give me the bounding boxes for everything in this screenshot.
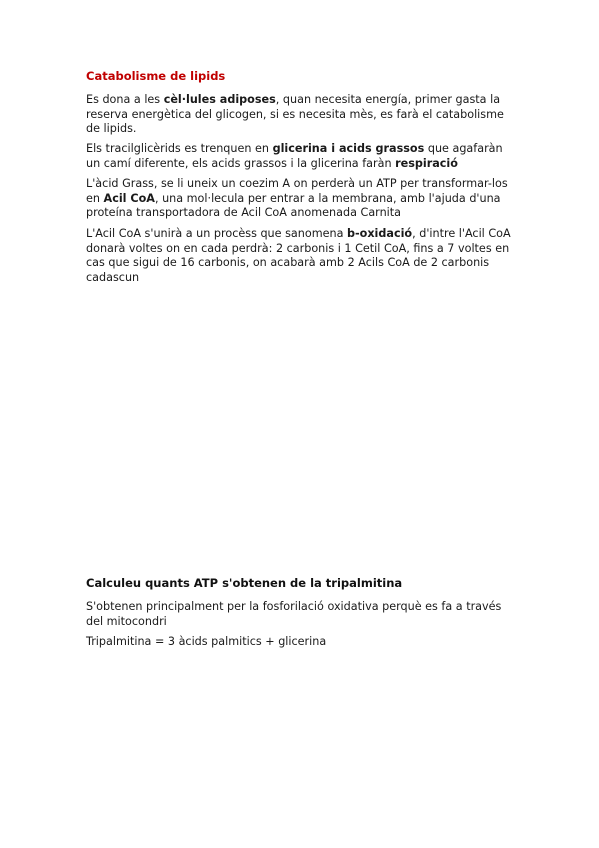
- paragraph-b-oxidacio: [86, 227, 516, 285]
- bold-term-respiracio: respiració: [395, 156, 458, 170]
- bold-term-b-oxidacio: b-oxidació: [347, 227, 413, 240]
- section-title-tripalmitina: Calculeu quants ATP s'obtenen de la tripalmitina: [86, 576, 403, 590]
- paragraph-tripalmitina-formula: [86, 635, 516, 650]
- text-run: S'obtenen principalment per la fosforilació oxidativa perquè es fa a través del mitocondri: [86, 600, 502, 628]
- text-run: Els tracilglicèrids es trenquen en: [86, 142, 273, 155]
- bold-term-cellules-adiposes: cèl·lules adiposes: [163, 93, 276, 106]
- paragraph-cellules-adiposes: [86, 93, 516, 137]
- section-title-catabolisme: Catabolisme de lipids: [86, 69, 226, 83]
- text-run: L'àcid Grass, se li uneix un coezim A on perderà un ATP per transformar-los en: [86, 177, 508, 205]
- text-run: , quan necesita energía, primer gasta la reserva energètica del glicogen, si es necesita mès, es farà el catabolisme de lipids.: [86, 93, 504, 136]
- bold-term-acil-coa: Acil CoA: [103, 191, 155, 205]
- paragraph-fosforilacio: [86, 600, 516, 629]
- paragraph-tracilglicerids: [86, 142, 516, 171]
- text-run: L'Acil CoA s'unirà a un procèss que sanomena: [86, 227, 347, 240]
- text-run: Es dona a les: [86, 93, 164, 106]
- paragraph-acid-grass: [86, 177, 516, 221]
- text-run: , una mol·lecula per entrar a la membrana, amb l'ajuda d'una proteína transportadora de Acil CoA anomenada Carnita: [86, 191, 501, 220]
- text-run: , d'intre l'Acil CoA donarà voltes on en cada perdrà: 2 carbonis i 1 Cetil CoA, fins a 7 voltes en cas que sigui de 16 carbonis, on acabarà amb 2 Acils CoA de 2 carbonis cadascun: [86, 227, 511, 284]
- text-run: Tripalmitina = 3 àcids palmitics + glicerina: [86, 635, 327, 648]
- bold-term-glicerina-acids: glicerina i acids grassos: [272, 142, 425, 155]
- text-run: que agafaràn un camí diferente, els acids grassos i la glicerina faràn: [86, 142, 503, 170]
